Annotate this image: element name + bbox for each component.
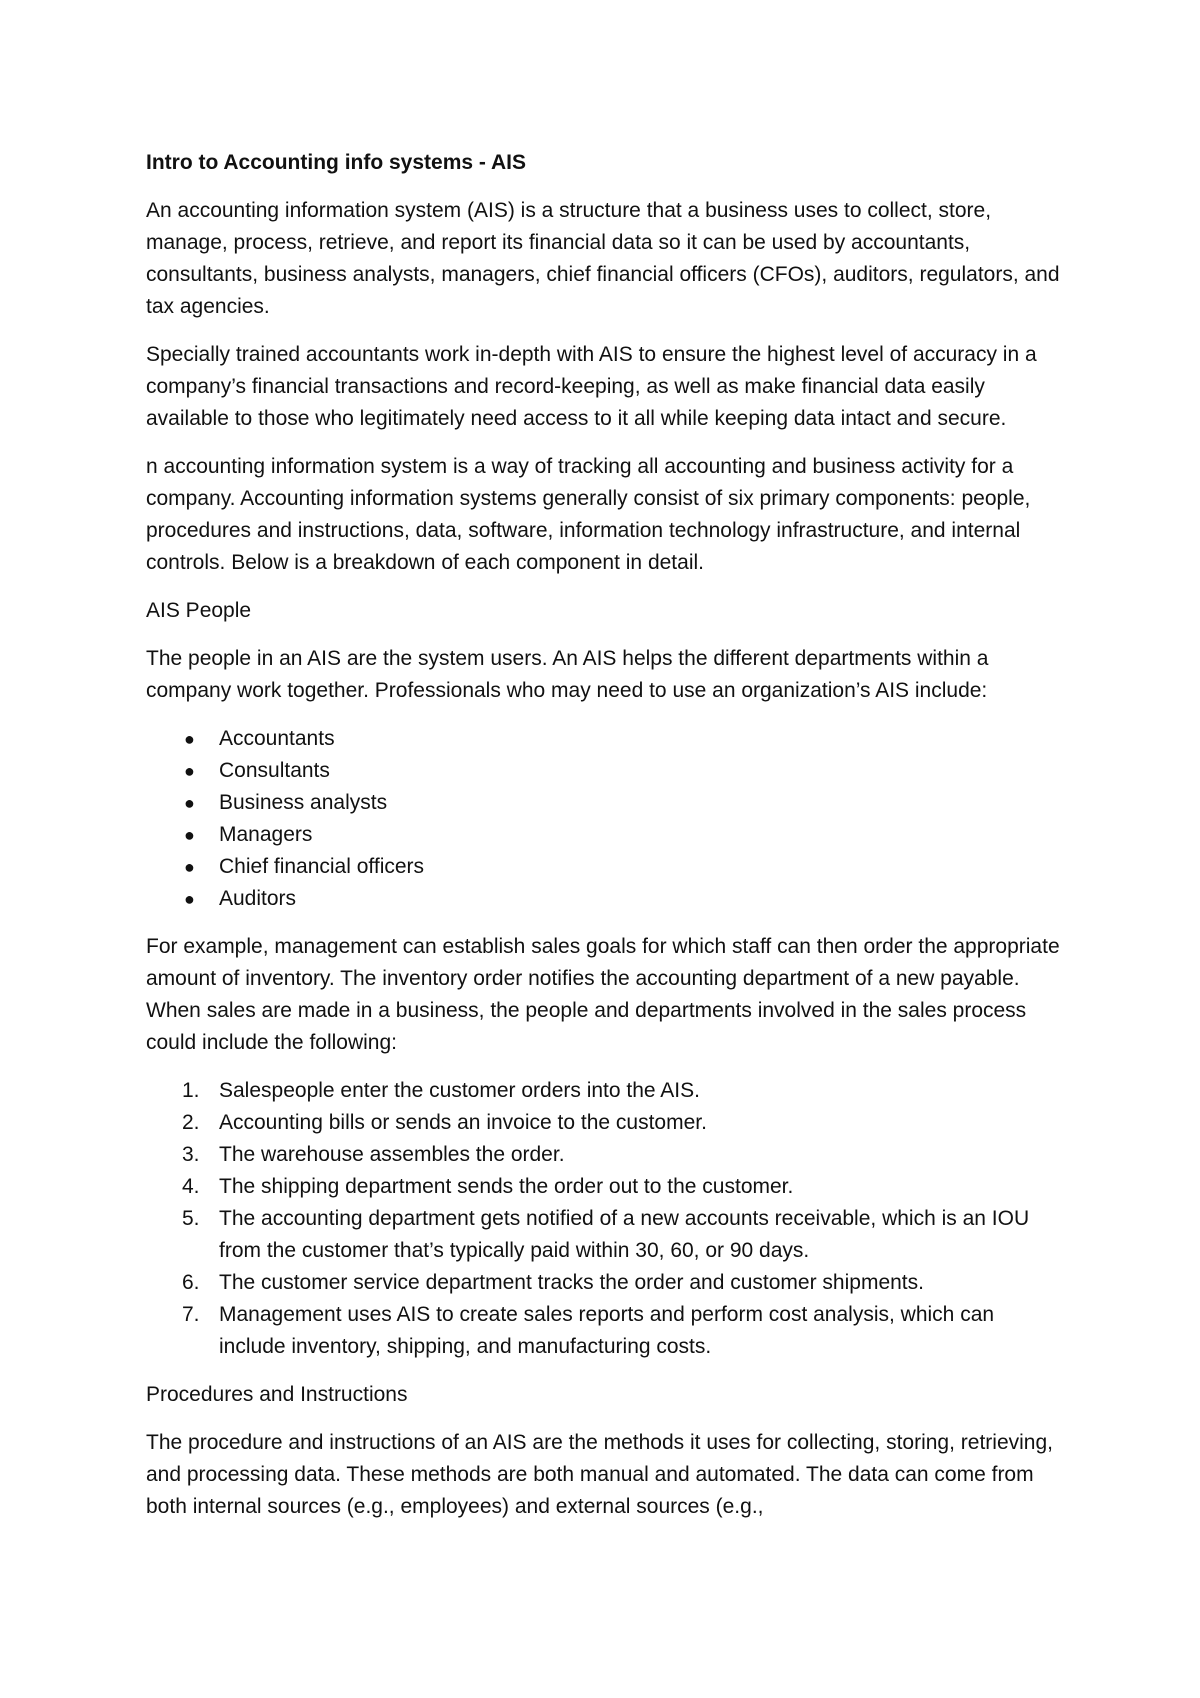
- list-number: 3.: [182, 1143, 200, 1166]
- list-item: [146, 1203, 1066, 1267]
- list-item: [146, 1107, 1066, 1139]
- list-item-text: The accounting department gets notified of a new accounts receivable, which is an IOU from the customer that’s typically paid within 30, 60, or 90 days.: [219, 1207, 1030, 1262]
- list-item-text: The customer service department tracks the order and customer shipments.: [219, 1271, 924, 1294]
- section-heading-ais-people: AIS People: [146, 599, 252, 622]
- section-heading-procedures: Procedures and Instructions: [146, 1383, 408, 1406]
- sales-example-paragraph: For example, management can establish sales goals for which staff can then order the appropriate amount of inventory. The inventory order notifies the accounting department of a new payable. When sales are made in a business, the people and departments involved in the sales process could include the following:: [146, 935, 1060, 1054]
- bullet-icon: ●: [184, 857, 195, 877]
- bullet-icon: ●: [184, 889, 195, 909]
- list-item: [146, 851, 1066, 883]
- bullet-icon: ●: [184, 793, 195, 813]
- list-number: 4.: [182, 1175, 200, 1198]
- ais-people-paragraph: The people in an AIS are the system users. An AIS helps the different departments within a company work together. Professionals who may need to use an organization’s AIS include:: [146, 647, 989, 702]
- list-item-text: Chief financial officers: [219, 855, 425, 878]
- list-item: [146, 819, 1066, 851]
- document-title: Intro to Accounting info systems - AIS: [146, 151, 526, 174]
- list-item-text: The shipping department sends the order out to the customer.: [219, 1175, 794, 1198]
- list-number: 1.: [182, 1079, 200, 1102]
- list-item: [146, 755, 1066, 787]
- list-item-text: Accounting bills or sends an invoice to the customer.: [219, 1111, 707, 1134]
- list-item-text: Salespeople enter the customer orders into the AIS.: [219, 1079, 700, 1102]
- list-number: 7.: [182, 1303, 200, 1326]
- list-item: [146, 1075, 1066, 1107]
- list-item-text: Managers: [219, 823, 313, 846]
- list-number: 6.: [182, 1271, 200, 1294]
- list-item: [146, 1139, 1066, 1171]
- sales-process-numbered-list: [146, 1075, 1066, 1363]
- professionals-bullet-list: [146, 723, 1066, 915]
- list-item-text: The warehouse assembles the order.: [219, 1143, 565, 1166]
- bullet-icon: ●: [184, 761, 195, 781]
- list-item: [146, 883, 1066, 915]
- bullet-icon: ●: [184, 729, 195, 749]
- intro-paragraph-2: Specially trained accountants work in-depth with AIS to ensure the highest level of accuracy in a company’s financial transactions and record-keeping, as well as make financial data easily available to those who legitimately need access to it all while keeping data intact and secure.: [146, 343, 1037, 430]
- list-item: [146, 1299, 1066, 1363]
- list-item: [146, 787, 1066, 819]
- intro-paragraph-1: An accounting information system (AIS) is a structure that a business uses to collect, store, manage, process, retrieve, and report its financial data so it can be used by accountants, consultants, business analysts, managers, chief financial officers (CFOs), auditors, regulators, and tax agencies.: [146, 199, 1060, 318]
- list-number: 2.: [182, 1111, 200, 1134]
- procedures-paragraph: The procedure and instructions of an AIS are the methods it uses for collecting, storing, retrieving, and processing data. These methods are both manual and automated. The data can come from both internal sources (e.g., employees) and external sources (e.g.,: [146, 1431, 1053, 1518]
- list-item-text: Auditors: [219, 887, 297, 910]
- list-item-text: Management uses AIS to create sales reports and perform cost analysis, which can include inventory, shipping, and manufacturing costs.: [219, 1303, 995, 1358]
- list-number: 5.: [182, 1207, 200, 1230]
- bullet-icon: ●: [184, 825, 195, 845]
- list-item-text: Accountants: [219, 727, 335, 750]
- list-item-text: Consultants: [219, 759, 330, 782]
- list-item: [146, 1171, 1066, 1203]
- list-item: [146, 1267, 1066, 1299]
- document-page: [146, 147, 1066, 1539]
- intro-paragraph-3: n accounting information system is a way of tracking all accounting and business activity for a company. Accounting information systems generally consist of six primary components: people, procedures and instructions, data, software, information technology infrastructure, and internal controls. Below is a breakdown of each component in detail.: [146, 455, 1031, 574]
- list-item: [146, 723, 1066, 755]
- list-item-text: Business analysts: [219, 791, 388, 814]
